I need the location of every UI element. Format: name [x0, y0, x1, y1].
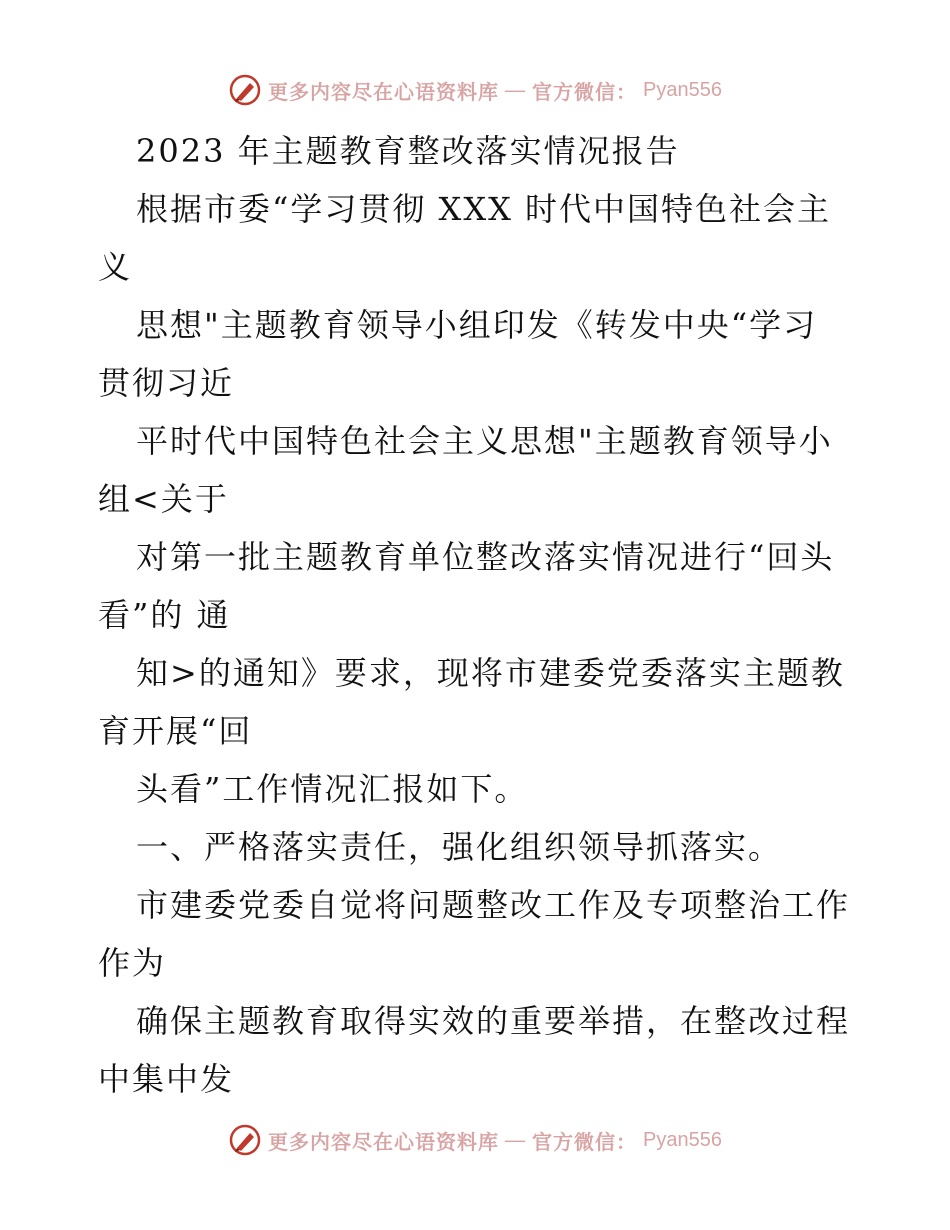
watermark-separator: —: [505, 1128, 527, 1151]
text-line: 市建委党委自觉将问题整改工作及专项整治工作: [136, 886, 851, 924]
watermark-wechat-label: 官方微信：: [532, 81, 638, 104]
text-line: 对第一批主题教育单位整改落实情况进行“回头: [136, 538, 835, 576]
text-line: 平时代中国特色社会主义思想"主题教育领导小: [136, 422, 833, 460]
document-body: [98, 122, 858, 1108]
watermark-header: [0, 68, 950, 112]
text-line: 看”的 通: [98, 596, 231, 634]
text-line: 育开展“回: [98, 712, 253, 750]
document-title: 2023 年主题教育整改落实情况报告: [136, 132, 680, 170]
text-line: 根据市委“学习贯彻 XXX 时代中国特色社会主: [136, 190, 832, 228]
watermark-site-text: 更多内容尽在心语资料库: [268, 81, 500, 104]
watermark-separator: —: [505, 78, 527, 101]
text-line: 中集中发: [98, 1060, 235, 1098]
section-heading: 一、严格落实责任，强化组织领导抓落实。: [136, 828, 783, 866]
watermark-site-text: 更多内容尽在心语资料库: [268, 1131, 500, 1154]
text-line: 头看”工作情况汇报如下。: [136, 770, 529, 808]
text-line: 确保主题教育取得实效的重要举措，在整改过程: [136, 1002, 851, 1040]
text-line: 作为: [98, 944, 167, 982]
text-line: 知>的通知》要求，现将市建委党委落实主题教: [136, 654, 845, 692]
watermark-account: Pyan556: [643, 1128, 722, 1151]
pen-logo-icon: [228, 73, 262, 107]
watermark-wechat-label: 官方微信：: [532, 1131, 638, 1154]
text-line: 义: [98, 248, 133, 286]
text-line: 组<关于: [98, 480, 229, 518]
watermark-account: Pyan556: [643, 78, 722, 101]
text-line: 思想"主题教育领导小组印发《转发中央“学习: [136, 306, 818, 344]
watermark-footer: [0, 1118, 950, 1162]
text-line: 贯彻习近: [98, 364, 235, 402]
pen-logo-icon: [228, 1123, 262, 1157]
